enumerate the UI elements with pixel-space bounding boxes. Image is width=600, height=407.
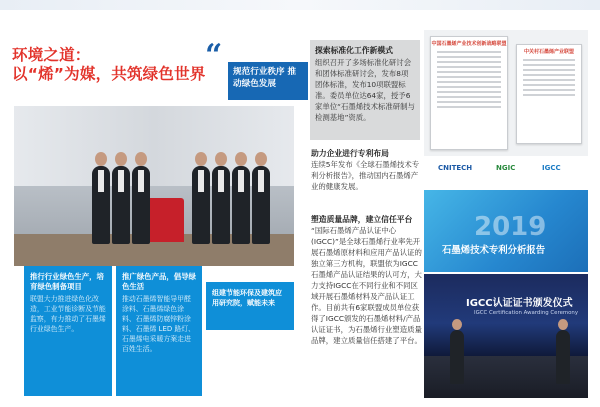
patents-body: 连续5年发布《全球石墨烯技术专利分析报告》，推动国内石墨烯产业的健康发展。 bbox=[311, 160, 420, 191]
headline-line-2: 以“烯”为媒，共筑绿色世界 bbox=[12, 65, 206, 83]
card-body: 联盟大力推进绿色化改造，工业节能诊断及节能监察，有力推动了石墨烯行业绿色生产。 bbox=[30, 295, 106, 333]
ceremony-person bbox=[556, 330, 570, 384]
card-green-production bbox=[24, 266, 112, 396]
certification-ceremony-image bbox=[424, 274, 588, 398]
ceremony-person bbox=[450, 330, 464, 384]
logo-cnitech: CNITECH bbox=[438, 164, 473, 172]
patents-heading: 助力企业进行专利布局 bbox=[311, 149, 389, 158]
quality-section bbox=[311, 214, 423, 346]
quality-body: “国际石墨烯产品认证中心(IGCC)”是全球石墨烯行业率先开展石墨烯原材料和应用产品认证的独立第三方机构，联盟依为IGCC石墨烯产品认证结果的认可方，大力支持IGCC在不同行业和不同区域开展石墨烯材料及产品认证工作。目前共有6家联盟成员单位获得了IGCC颁发的石墨烯材料/产品认证证书，为石墨烯行业塑造质量品牌，建立质量信任搭建了平台。 bbox=[311, 226, 422, 345]
patents-section bbox=[311, 148, 423, 192]
photo-person bbox=[252, 166, 270, 244]
card-wide-text: 组建节能环保及建筑应用研究院，赋能未来 bbox=[212, 289, 282, 307]
photo-person bbox=[132, 166, 150, 244]
callout-text: 规范行业秩序 推动绿色发展 bbox=[233, 67, 297, 89]
card-body: 推动石墨烯智能导甲醛涂料、石墨烯绿色涂料、石墨烯防腐锌粉涂料、石墨烯 LED 路灯、石墨烯电采暖方案走进百姓生活。 bbox=[122, 295, 196, 353]
quote-mark-icon: “ bbox=[205, 38, 223, 73]
card-heading: 推行行业绿色生产，培育绿色制备项目 bbox=[30, 272, 104, 291]
ceremony-title: IGCC认证证书颁发仪式 bbox=[466, 298, 573, 309]
logo-ngic: NGIC bbox=[496, 164, 516, 172]
report-cover-image bbox=[424, 190, 588, 272]
photo-person bbox=[192, 166, 210, 244]
document-left bbox=[430, 36, 508, 150]
card-green-products bbox=[116, 266, 202, 396]
ceremony-photo bbox=[14, 106, 294, 266]
photo-person bbox=[212, 166, 230, 244]
callout-box bbox=[228, 62, 308, 100]
standards-body: 组织召开了多场标准化研讨会和团体标准研讨会，发布8项团体标准，发布10项联盟标准。委员单位达64家，授予6家单位“石墨烯技术标准研制与检测基地”资质。 bbox=[315, 58, 415, 122]
photo-person bbox=[232, 166, 250, 244]
photo-podium bbox=[144, 198, 184, 242]
report-title: 石墨烯技术专利分析报告 bbox=[442, 245, 546, 256]
quality-heading: 塑造质量品牌，建立信任平台 bbox=[311, 215, 413, 224]
photo-person bbox=[112, 166, 130, 244]
standards-heading: 探索标准化工作新模式 bbox=[315, 46, 393, 55]
photo-person bbox=[92, 166, 110, 244]
document-left-title: 中国石墨烯产业技术创新战略联盟 bbox=[431, 41, 507, 47]
partner-logos bbox=[424, 156, 588, 186]
documents-image bbox=[424, 30, 588, 156]
document-right-title: 中关村石墨烯产业联盟 bbox=[523, 49, 574, 55]
logo-igcc: IGCC bbox=[542, 164, 561, 172]
document-right bbox=[516, 44, 582, 144]
card-research-institute bbox=[206, 282, 294, 330]
card-heading: 推广绿色产品，倡导绿色生活 bbox=[122, 272, 196, 291]
standards-section bbox=[310, 40, 420, 140]
headline-line-1: 环境之道： bbox=[12, 46, 91, 64]
ceremony-subtitle: IGCC Certification Awarding Ceremony bbox=[474, 310, 579, 316]
top-decorative-strip bbox=[0, 0, 600, 10]
report-year: 2019 bbox=[474, 212, 547, 242]
